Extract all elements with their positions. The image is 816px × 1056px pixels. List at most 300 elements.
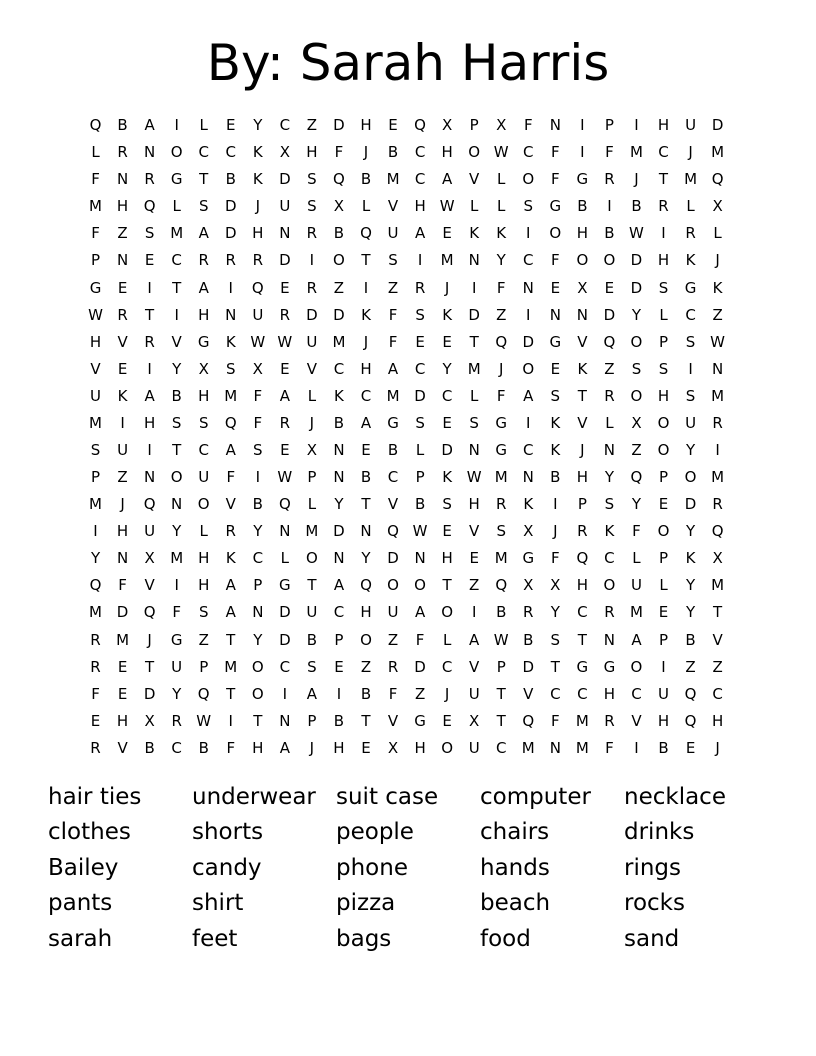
grid-letter: N (144, 468, 156, 487)
grid-letter: L (280, 549, 290, 568)
grid-letter: R (414, 278, 426, 297)
grid-letter: H (198, 576, 210, 595)
grid-letter: I (147, 440, 152, 459)
grid-letter: Y (361, 549, 371, 568)
grid-letter: P (604, 116, 614, 135)
grid-letter: Z (712, 657, 723, 676)
grid-letter: N (603, 440, 616, 459)
grid-letter: W (439, 197, 455, 216)
grid-letter: M (575, 738, 589, 757)
grid-letter: O (387, 576, 399, 595)
grid-letter: N (116, 251, 129, 270)
word-list-item: people (336, 819, 414, 846)
grid-letter: Z (414, 684, 426, 703)
grid-letter: M (89, 197, 102, 216)
grid-letter: G (684, 278, 697, 297)
grid-letter: Y (631, 305, 642, 324)
grid-letter: A (198, 224, 209, 243)
grid-letter: E (442, 413, 452, 432)
grid-letter: T (442, 576, 452, 595)
grid-letter: N (603, 630, 616, 649)
grid-letter: R (198, 251, 209, 270)
grid-letter: S (658, 359, 669, 378)
grid-letter: G (549, 197, 562, 216)
grid-letter: I (174, 576, 179, 595)
grid-letter: A (469, 630, 480, 649)
grid-letter: X (577, 278, 588, 297)
grid-letter: H (657, 711, 670, 730)
grid-letter: W (250, 332, 266, 351)
grid-letter: U (279, 197, 291, 216)
grid-letter: D (333, 522, 345, 541)
grid-letter: O (414, 576, 426, 595)
grid-letter: R (306, 224, 318, 243)
grid-letter: M (521, 738, 535, 757)
grid-letter: U (198, 468, 210, 487)
grid-letter: F (551, 170, 560, 189)
grid-letter: N (549, 738, 561, 757)
grid-letter: U (468, 738, 480, 757)
grid-letter: O (630, 386, 643, 405)
grid-letter: S (415, 305, 425, 324)
grid-letter: Q (576, 549, 589, 568)
grid-letter: P (658, 549, 669, 568)
grid-letter: D (224, 197, 237, 216)
grid-letter: A (144, 386, 155, 405)
grid-letter: A (225, 576, 236, 595)
grid-letter: H (306, 143, 318, 162)
grid-letter: C (414, 359, 426, 378)
grid-letter: X (333, 197, 345, 216)
grid-letter: U (685, 413, 697, 432)
grid-letter: F (415, 630, 425, 649)
grid-letter: U (387, 603, 399, 622)
grid-letter: M (224, 386, 238, 405)
grid-letter: I (471, 603, 477, 622)
grid-letter: O (468, 143, 481, 162)
grid-letter: I (417, 251, 423, 270)
grid-letter: T (496, 684, 506, 703)
grid-letter: H (414, 197, 426, 216)
grid-letter: J (363, 143, 369, 162)
grid-letter: Y (253, 630, 263, 649)
grid-letter: X (631, 413, 642, 432)
word-list-item: rings (624, 854, 682, 881)
grid-letter: T (469, 332, 479, 351)
grid-letter: S (685, 386, 696, 405)
grid-letter: A (279, 386, 290, 405)
grid-letter: D (279, 603, 291, 622)
grid-letter: T (361, 495, 371, 514)
grid-letter: H (252, 738, 264, 757)
grid-letter: G (387, 413, 399, 432)
grid-letter: T (226, 684, 236, 703)
grid-letter: G (170, 630, 183, 649)
grid-letter: I (526, 224, 531, 243)
grid-letter: O (630, 657, 643, 676)
grid-letter: O (603, 576, 616, 595)
grid-letter: N (468, 251, 480, 270)
grid-letter: J (363, 332, 369, 351)
grid-letter: O (197, 495, 210, 514)
grid-letter: E (550, 359, 561, 378)
grid-letter: S (442, 495, 452, 514)
grid-letter: T (172, 440, 182, 459)
grid-letter: R (90, 657, 101, 676)
grid-letter: S (469, 413, 479, 432)
grid-letter: B (631, 197, 642, 216)
grid-letter: A (144, 116, 155, 135)
grid-letter: N (360, 522, 372, 541)
grid-letter: U (306, 332, 318, 351)
grid-letter: W (88, 305, 103, 324)
grid-letter: V (631, 711, 642, 730)
letter-grid (82, 112, 739, 762)
grid-letter: T (172, 278, 182, 297)
grid-letter: F (91, 224, 100, 243)
grid-letter: E (388, 116, 398, 135)
word-list-item: feet (192, 925, 238, 952)
grid-letter: M (89, 413, 102, 432)
grid-letter: N (414, 549, 426, 568)
grid-letter: Y (685, 440, 696, 459)
grid-letter: C (360, 386, 372, 405)
grid-letter: V (712, 630, 723, 649)
grid-letter: F (496, 278, 506, 297)
grid-letter: F (172, 603, 181, 622)
grid-letter: H (360, 603, 372, 622)
grid-letter: F (551, 251, 560, 270)
grid-letter: Z (117, 468, 128, 487)
grid-letter: R (604, 711, 615, 730)
word-list-item: chairs (480, 819, 550, 846)
grid-letter: I (553, 495, 558, 514)
grid-letter: D (522, 657, 535, 676)
grid-letter: R (252, 251, 264, 270)
grid-letter: L (497, 197, 506, 216)
grid-letter: R (604, 386, 615, 405)
grid-letter: R (712, 413, 723, 432)
grid-letter: V (387, 711, 399, 730)
grid-letter: O (170, 468, 183, 487)
grid-letter: X (387, 738, 399, 757)
word-list-item: Bailey (48, 854, 119, 881)
grid-letter: C (414, 143, 426, 162)
grid-letter: D (414, 386, 426, 405)
grid-letter: S (225, 359, 236, 378)
grid-letter: H (576, 576, 588, 595)
grid-letter: T (145, 305, 155, 324)
grid-letter: Y (685, 576, 696, 595)
grid-letter: B (387, 440, 399, 459)
word-list-item: clothes (48, 819, 131, 846)
grid-letter: Y (172, 684, 182, 703)
grid-letter: A (387, 359, 399, 378)
grid-letter: C (387, 468, 399, 487)
grid-letter: U (90, 386, 102, 405)
grid-letter: Y (253, 116, 263, 135)
grid-letter: M (467, 359, 481, 378)
grid-letter: U (387, 224, 399, 243)
grid-letter: D (603, 305, 616, 324)
grid-letter: L (307, 495, 317, 514)
word-list (48, 779, 768, 957)
grid-letter: P (334, 630, 344, 649)
grid-letter: X (144, 711, 155, 730)
grid-letter: O (360, 630, 372, 649)
grid-letter: C (198, 440, 209, 459)
grid-letter: W (196, 711, 212, 730)
word-list-item: shirt (192, 890, 244, 917)
grid-letter: J (499, 359, 504, 378)
grid-letter: H (116, 711, 129, 730)
grid-letter: B (360, 684, 372, 703)
word-list-item: sarah (48, 925, 113, 952)
grid-letter: H (116, 197, 129, 216)
grid-letter: Q (360, 224, 372, 243)
grid-letter: E (415, 332, 425, 351)
grid-letter: L (659, 305, 668, 324)
grid-letter: S (523, 197, 534, 216)
grid-letter: B (496, 603, 507, 622)
grid-letter: N (279, 711, 291, 730)
grid-letter: Q (360, 576, 372, 595)
grid-letter: M (629, 143, 643, 162)
grid-letter: C (658, 143, 669, 162)
grid-letter: W (629, 224, 644, 243)
grid-letter: X (306, 440, 318, 459)
grid-letter: Y (172, 359, 182, 378)
grid-letter: H (143, 413, 156, 432)
grid-letter: M (224, 657, 238, 676)
grid-letter: R (604, 170, 615, 189)
grid-letter: T (550, 657, 560, 676)
grid-letter: I (607, 197, 612, 216)
grid-letter: I (580, 143, 585, 162)
grid-letter: C (495, 738, 507, 757)
grid-letter: Z (631, 440, 642, 459)
word-list-item: phone (336, 854, 408, 881)
grid-letter: M (440, 251, 454, 270)
grid-letter: D (684, 495, 697, 514)
grid-letter: C (279, 657, 291, 676)
grid-letter: D (630, 278, 643, 297)
grid-letter: V (577, 332, 588, 351)
grid-letter: V (225, 495, 236, 514)
grid-letter: Q (143, 495, 156, 514)
grid-letter: J (688, 143, 693, 162)
word-list-item: bags (336, 925, 392, 952)
grid-letter: N (549, 116, 561, 135)
grid-letter: H (576, 468, 588, 487)
grid-letter: Z (496, 305, 507, 324)
grid-letter: X (523, 522, 534, 541)
grid-letter: N (576, 305, 588, 324)
grid-letter: F (632, 522, 641, 541)
grid-letter: P (658, 630, 669, 649)
grid-letter: L (361, 197, 371, 216)
word-list-item: shorts (192, 819, 264, 846)
grid-letter: G (414, 711, 426, 730)
grid-letter: L (442, 630, 452, 649)
grid-letter: Q (495, 576, 508, 595)
grid-letter: K (496, 224, 507, 243)
grid-letter: T (307, 576, 317, 595)
grid-letter: E (117, 359, 128, 378)
grid-letter: F (118, 576, 127, 595)
grid-letter: N (279, 522, 291, 541)
grid-letter: A (414, 224, 426, 243)
grid-letter: R (144, 332, 155, 351)
grid-letter: V (117, 332, 128, 351)
grid-letter: R (306, 278, 318, 297)
grid-letter: E (442, 224, 452, 243)
grid-letter: N (333, 549, 345, 568)
grid-letter: Q (143, 603, 156, 622)
grid-letter: Y (253, 522, 263, 541)
grid-letter: D (143, 684, 156, 703)
grid-letter: Z (604, 359, 615, 378)
grid-letter: O (576, 251, 589, 270)
grid-letter: O (603, 251, 616, 270)
grid-letter: S (171, 413, 182, 432)
grid-letter: J (147, 630, 152, 649)
grid-letter: K (685, 251, 696, 270)
word-list-item: sand (624, 925, 680, 952)
grid-letter: P (307, 468, 317, 487)
grid-letter: C (198, 143, 209, 162)
grid-letter: F (551, 711, 560, 730)
word-list-item: pizza (336, 890, 396, 917)
grid-letter: F (334, 143, 344, 162)
grid-letter: L (605, 413, 614, 432)
word-list-item: drinks (624, 819, 695, 846)
grid-letter: G (495, 413, 508, 432)
grid-letter: S (307, 197, 317, 216)
grid-letter: E (117, 278, 128, 297)
grid-letter: D (306, 305, 318, 324)
grid-letter: D (279, 170, 291, 189)
grid-letter: E (685, 738, 696, 757)
grid-letter: G (522, 549, 535, 568)
grid-letter: J (309, 738, 315, 757)
grid-letter: J (444, 278, 450, 297)
grid-letter: M (170, 549, 184, 568)
grid-letter: K (469, 224, 480, 243)
grid-letter: Z (198, 630, 209, 649)
grid-letter: N (116, 549, 129, 568)
grid-letter: E (442, 711, 452, 730)
word-list-item: pants (48, 890, 113, 917)
grid-letter: Y (631, 495, 642, 514)
grid-letter: J (715, 251, 720, 270)
grid-letter: O (657, 440, 670, 459)
grid-letter: C (685, 305, 696, 324)
grid-letter: Q (333, 170, 345, 189)
grid-letter: I (147, 359, 152, 378)
grid-letter: Y (442, 359, 452, 378)
grid-letter: O (441, 603, 454, 622)
grid-letter: A (360, 413, 372, 432)
grid-letter: L (497, 170, 506, 189)
word-list-item: suit case (336, 783, 439, 810)
grid-letter: C (523, 143, 534, 162)
grid-letter: Z (712, 305, 723, 324)
grid-letter: B (306, 630, 318, 649)
grid-letter: Q (711, 522, 724, 541)
grid-letter: Y (550, 603, 560, 622)
grid-letter: G (170, 170, 183, 189)
word-list-item: underwear (192, 783, 316, 810)
grid-letter: C (577, 684, 588, 703)
grid-letter: H (657, 116, 670, 135)
grid-letter: M (89, 495, 102, 514)
grid-letter: P (658, 468, 669, 487)
grid-letter: R (577, 522, 588, 541)
grid-letter: A (333, 576, 345, 595)
grid-letter: S (631, 359, 642, 378)
grid-letter: I (174, 305, 179, 324)
grid-letter: F (523, 116, 533, 135)
grid-letter: C (523, 251, 534, 270)
grid-letter: Y (334, 495, 344, 514)
grid-letter: S (496, 522, 506, 541)
grid-letter: R (387, 657, 399, 676)
grid-letter: V (387, 197, 399, 216)
grid-letter: P (199, 657, 209, 676)
grid-letter: N (225, 305, 237, 324)
grid-letter: G (197, 332, 210, 351)
grid-letter: B (225, 170, 236, 189)
grid-letter: N (116, 170, 129, 189)
grid-letter: D (468, 305, 480, 324)
grid-letter: N (711, 359, 724, 378)
grid-letter: Q (197, 684, 210, 703)
grid-letter: R (712, 495, 723, 514)
grid-letter: L (172, 197, 181, 216)
grid-letter: E (442, 522, 452, 541)
grid-letter: E (469, 549, 479, 568)
grid-letter: C (441, 657, 453, 676)
word-list-item: candy (192, 854, 262, 881)
grid-letter: T (199, 170, 209, 189)
grid-letter: Z (387, 630, 399, 649)
grid-letter: Q (278, 495, 291, 514)
grid-letter: N (171, 495, 183, 514)
grid-letter: Q (711, 170, 724, 189)
grid-letter: U (658, 684, 669, 703)
grid-letter: B (360, 468, 372, 487)
grid-letter: O (251, 684, 264, 703)
grid-letter: E (658, 603, 669, 622)
grid-letter: K (334, 386, 344, 405)
grid-letter: A (225, 440, 236, 459)
grid-letter: H (198, 549, 210, 568)
grid-letter: B (577, 197, 588, 216)
grid-letter: M (89, 603, 102, 622)
grid-letter: I (309, 251, 315, 270)
grid-letter: L (199, 522, 208, 541)
grid-letter: K (685, 549, 696, 568)
grid-letter: S (658, 278, 669, 297)
word-list-item: necklace (624, 783, 726, 810)
grid-letter: K (442, 468, 453, 487)
grid-letter: S (198, 603, 209, 622)
grid-letter: U (252, 305, 264, 324)
grid-letter: C (712, 684, 723, 703)
grid-letter: P (469, 116, 479, 135)
grid-letter: Y (496, 251, 506, 270)
